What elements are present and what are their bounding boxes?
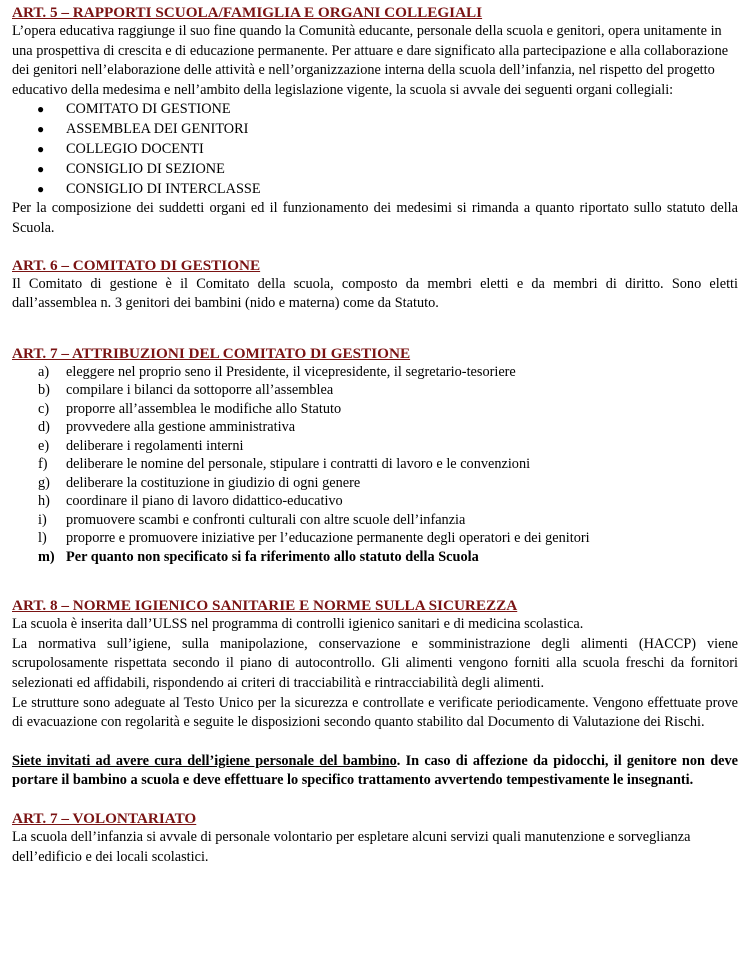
art6-text: Il Comitato di gestione è il Comitato della scuola, composto da membri eletti e da membri di diritto. Sono eletti dall’assemblea n. 3 genitori dei bambini (nido e materna) come da Statuto. [12,275,738,312]
list-item [12,100,738,120]
item-letter: l) [38,530,47,547]
art5-closing: Per la composizione dei suddetti organi ed il funzionamento dei medesimi si rimanda a quanto riportato sullo statuto della Scuola. [12,200,738,236]
art5-intro: L’opera educativa raggiunge il suo fine quando la Comunità educante, personale della scuola e genitori, opera unitamente in una prospettiva di crescita e di educazione permanente. Per attuare e dare significato alla partecipazione e alla collaborazione dei genitori nell’elaborazione delle attività e nell’organizzazione interna della scuola dell’infanzia, nel rispetto del progetto educativo della medesima e nell’ambito della legislazione vigente, la scuola si avvale dei seguenti organi collegiali: [12,23,729,98]
organs-list [12,100,738,199]
bullet-icon: ● [37,141,45,156]
list-item [12,492,738,511]
section-art7 [12,344,738,567]
list-item [12,511,738,530]
section-volontariato [12,809,738,867]
item-text: promuovere scambi e confronti culturali con altre scuole dell’infanzia [66,511,466,528]
list-item [12,418,738,437]
item-text: deliberare la costituzione in giudizio di ogni genere [66,474,361,491]
bullet-icon: ● [37,122,45,137]
item-letter: d) [38,419,50,436]
list-item [12,363,738,382]
item-letter: c) [38,400,50,417]
item-text: proporre e promuovere iniziative per l’educazione permanente degli operatori e dei genitori [66,530,590,547]
list-item [12,400,738,419]
organ-label: CONSIGLIO DI INTERCLASSE [66,180,261,197]
list-item [12,455,738,474]
organ-label: COLLEGIO DOCENTI [66,140,204,157]
item-letter: f) [38,456,48,473]
organ-label: CONSIGLIO DI SEZIONE [66,160,225,177]
list-item [12,548,738,567]
item-text: coordinare il piano di lavoro didattico-educativo [66,493,343,510]
list-item [12,529,738,548]
section-art8 [12,596,738,791]
section-art6 [12,256,738,314]
art7-heading: ART. 7 – ATTRIBUZIONI DEL COMITATO DI GESTIONE [12,344,411,362]
bullet-icon: ● [37,102,45,117]
bullet-icon: ● [37,161,45,176]
document-page [12,3,738,867]
hygiene-notice [12,752,738,791]
organ-label: ASSEMBLEA DEI GENITORI [66,121,249,138]
list-item [12,474,738,493]
volontariato-heading: ART. 7 – VOLONTARIATO [12,809,197,827]
hygiene-notice-underlined: Siete invitati ad avere cura dell’igiene personale del bambino [12,752,397,769]
list-item [12,140,738,160]
list-item [12,160,738,180]
item-letter: g) [38,474,50,491]
volontariato-text: La scuola dell’infanzia si avvale di personale volontario per espletare alcuni servizi quali manutenzione e sorveglianza dell’edificio e dei locali scolastici. [12,828,691,865]
item-letter: a) [38,363,50,380]
item-text: provvedere alla gestione amministrativa [66,419,296,436]
list-item [12,180,738,200]
art8-paragraph-3: Le strutture sono adeguate al Testo Unico per la sicurezza e controllate e verificate periodicamente. Vengono effettuate prove di evacuazione con regolarità e seguite le disposizioni secondo quanto stabilito dal Documento di Valutazione dei Rischi. [12,694,738,731]
bullet-icon: ● [37,181,45,196]
art8-paragraph-1: La scuola è inserita dall’ULSS nel programma di controlli igienico sanitari e di medicina scolastica. [12,616,584,633]
item-text: deliberare le nomine del personale, stipulare i contratti di lavoro e le convenzioni [66,456,531,473]
attributions-list [12,363,738,567]
item-text: eleggere nel proprio seno il Presidente, il vicepresidente, il segretario-tesoriere [66,363,516,380]
art5-heading: ART. 5 – RAPPORTI SCUOLA/FAMIGLIA E ORGANI COLLEGIALI [12,4,483,21]
art8-heading: ART. 8 – NORME IGIENICO SANITARIE E NORME SULLA SICUREZZA [12,597,518,615]
item-text: deliberare i regolamenti interni [66,437,244,454]
hygiene-notice-rest: . In caso di affezione da pidocchi, il genitore non deve portare il bambino a scuola e deve effettuare lo specifico trattamento avvertendo tempestivamente le insegnanti. [12,752,738,789]
item-letter: m) [38,548,55,565]
list-item [12,437,738,456]
item-letter: i) [38,511,47,528]
item-text: compilare i bilanci da sottoporre all’assemblea [66,382,334,399]
item-letter: h) [38,493,50,510]
item-text: proporre all’assemblea le modifiche allo Statuto [66,400,342,417]
list-item [12,381,738,400]
list-item [12,120,738,140]
item-letter: e) [38,437,50,454]
item-text: Per quanto non specificato si fa riferimento allo statuto della Scuola [66,548,479,565]
organ-label: COMITATO DI GESTIONE [66,101,231,118]
item-letter: b) [38,382,50,399]
art6-heading: ART. 6 – COMITATO DI GESTIONE [12,256,261,274]
art8-paragraph-2: La normativa sull’igiene, sulla manipolazione, conservazione e somministrazione degli alimenti (HACCP) viene scrupolosamente rispettata secondo il piano di autocontrollo. Gli alimenti vengono forniti alla scuola freschi da fornitori selezionati ed affidabili, rispondendo ai criteri di tracciabilità e rintracciabilità degli alimenti. [12,635,738,692]
section-art5 [12,3,738,239]
